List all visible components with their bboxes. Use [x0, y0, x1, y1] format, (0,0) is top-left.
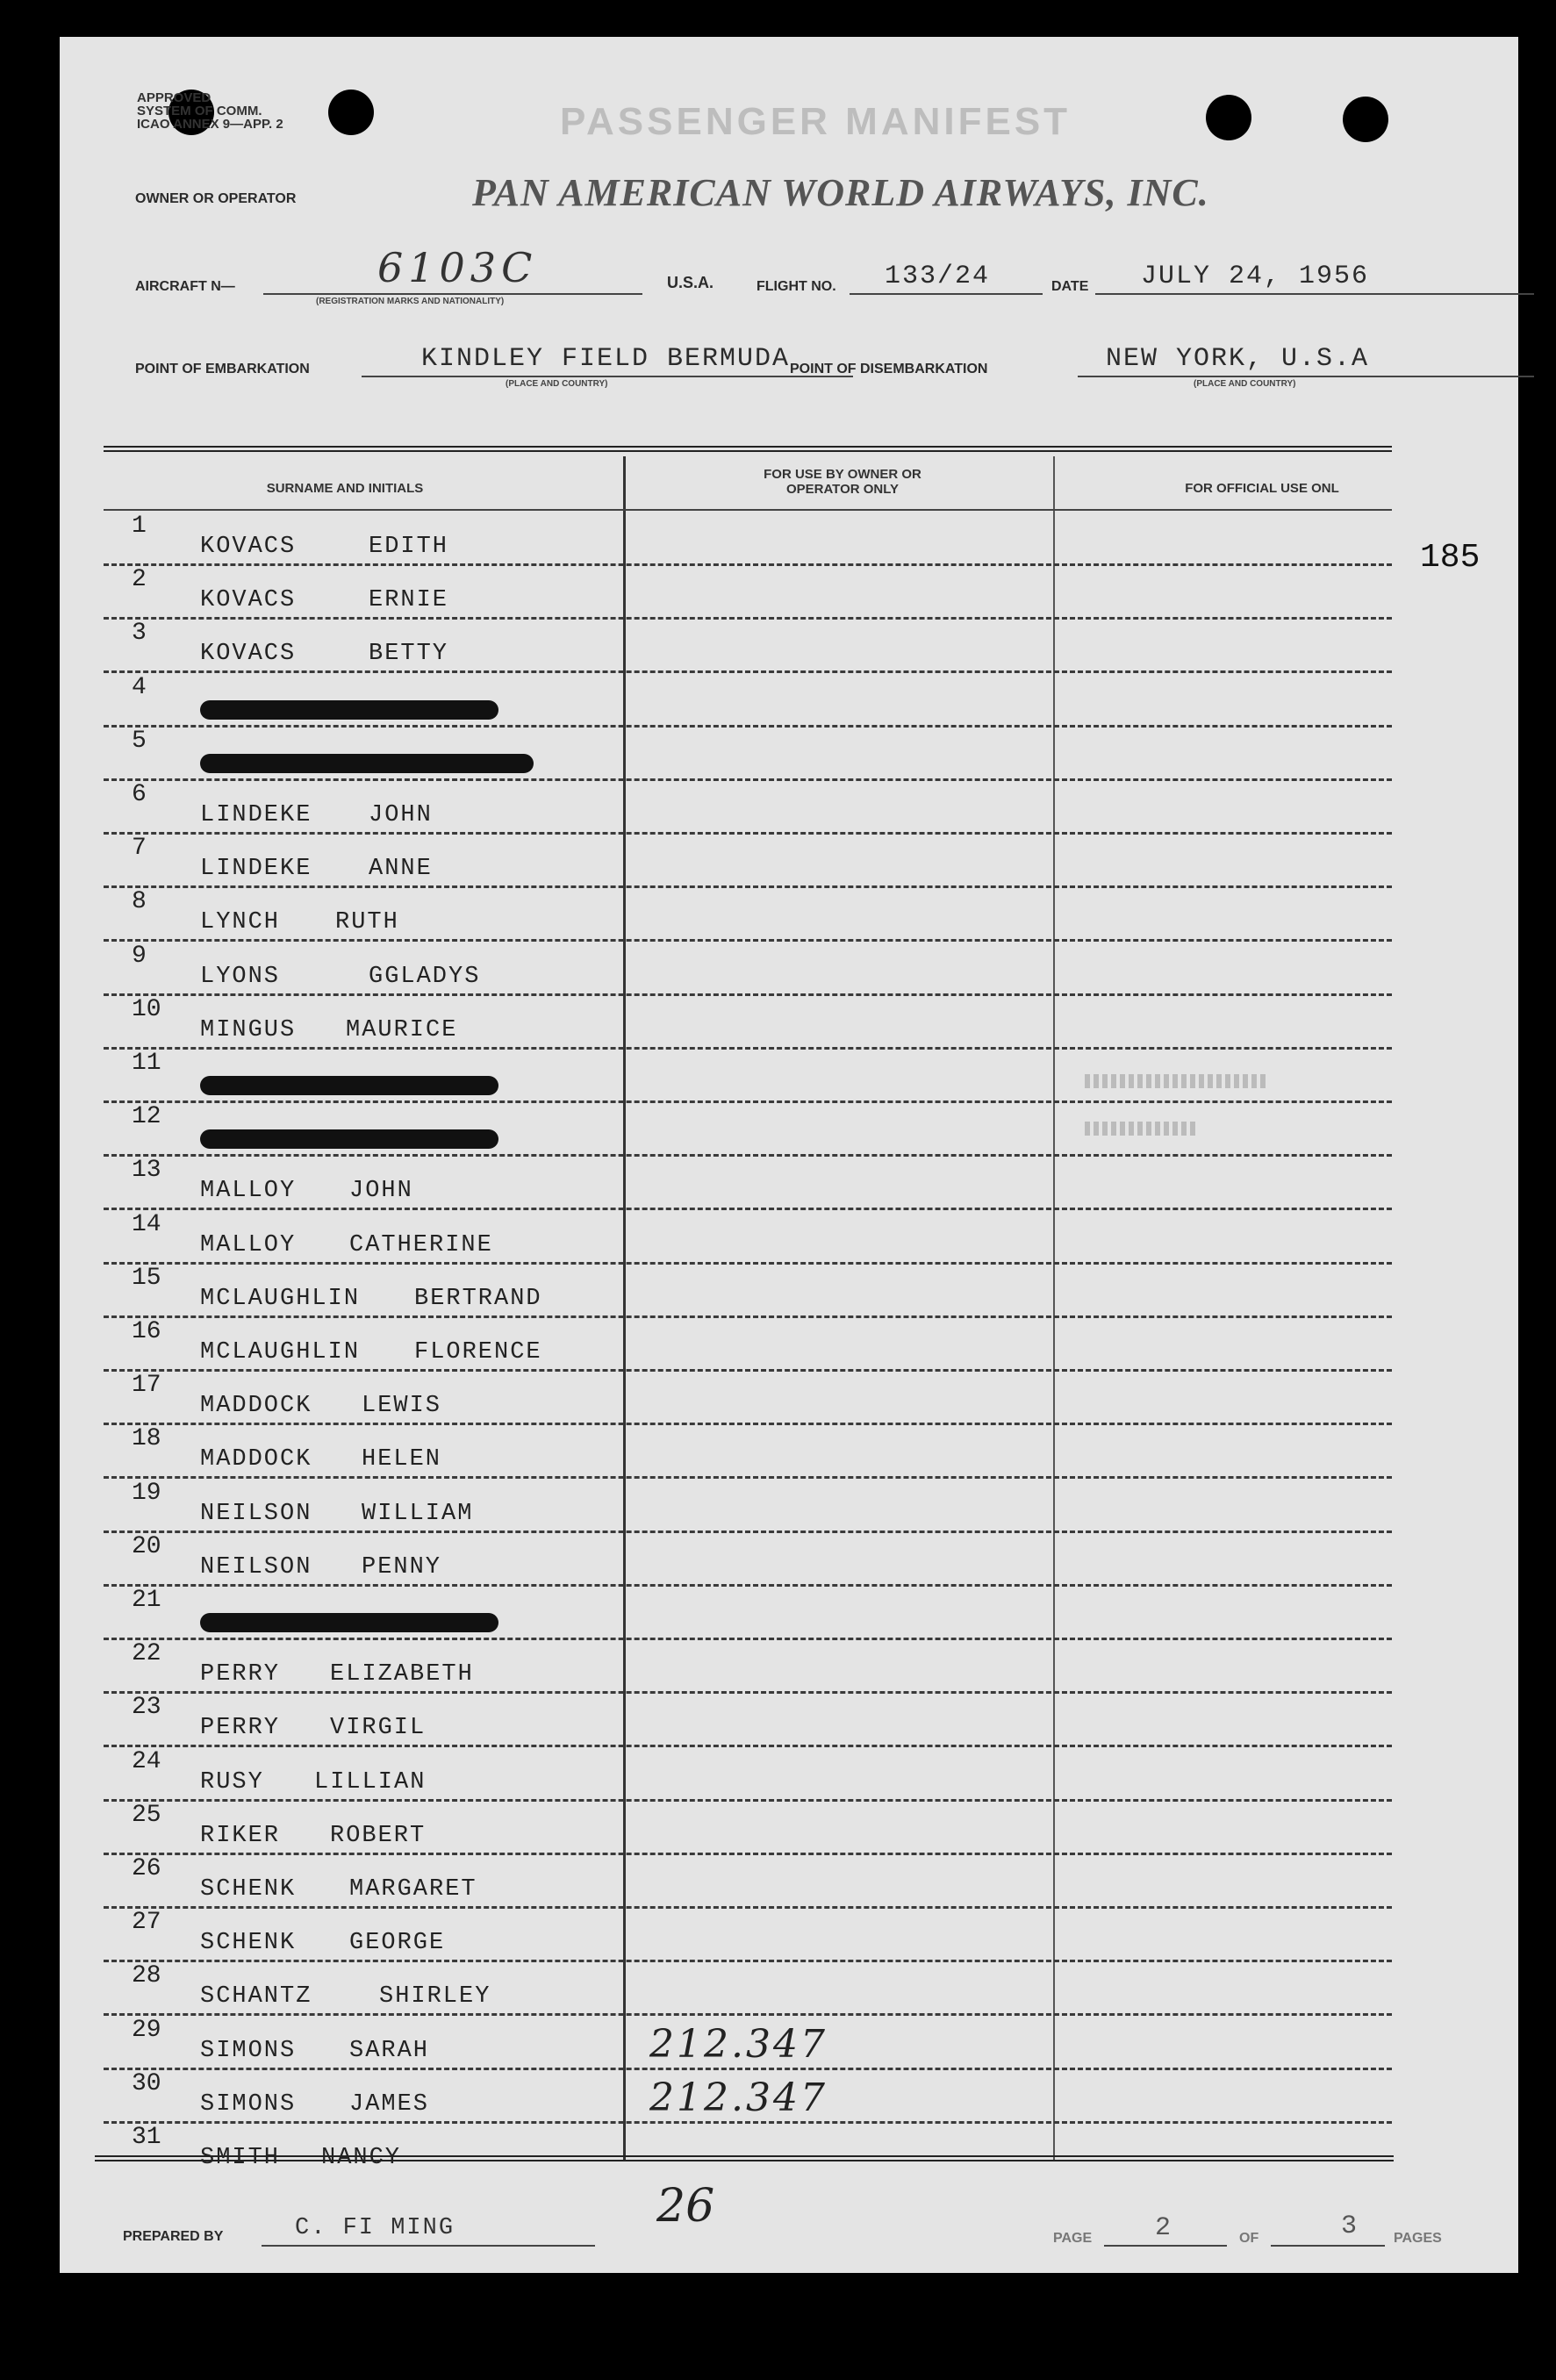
- row-number: 28: [132, 1962, 161, 1990]
- passenger-surname: RIKER: [200, 1822, 281, 1849]
- table-row: [60, 1103, 1518, 1156]
- row-number: 2: [132, 566, 147, 594]
- page-underline: [1104, 2245, 1227, 2247]
- manifest-page: [60, 37, 1518, 2273]
- disembarkation-underline: [1078, 376, 1534, 377]
- row-number: 12: [132, 1103, 161, 1131]
- table-row: [60, 1909, 1518, 1961]
- table-bottom-rule: [95, 2155, 1394, 2161]
- table-row: [60, 1962, 1518, 2015]
- aircraft-number: 6103C: [377, 244, 538, 291]
- row-number: 15: [132, 1264, 161, 1292]
- flight-underline: [850, 293, 1043, 295]
- passenger-surname: PERRY: [200, 1715, 281, 1742]
- approval-line: APPROVED: [137, 90, 212, 105]
- table-row: [60, 1157, 1518, 1209]
- table-row: [60, 1211, 1518, 1264]
- table-row: [60, 620, 1518, 672]
- row-number: 22: [132, 1640, 161, 1668]
- owner-label: OWNER OR OPERATOR: [135, 191, 297, 206]
- row-number: 19: [132, 1479, 161, 1507]
- redaction-mark: [200, 754, 534, 773]
- passenger-surname: MCLAUGHLIN: [200, 1339, 361, 1366]
- passenger-surname: NEILSON: [200, 1553, 312, 1581]
- redaction-mark: [200, 1076, 498, 1095]
- passenger-surname: KOVACS: [200, 641, 297, 668]
- passenger-first-name: VIRGIL: [330, 1715, 427, 1742]
- prepared-by-label: PREPARED BY: [123, 2229, 224, 2244]
- passenger-surname: MADDOCK: [200, 1393, 312, 1420]
- disembarkation-label: POINT OF DISEMBARKATION: [790, 362, 988, 376]
- passenger-first-name: JAMES: [349, 2090, 430, 2118]
- passenger-surname: RUSY: [200, 1768, 264, 1796]
- disembarkation-caption: (PLACE AND COUNTRY): [1194, 379, 1296, 389]
- of-underline: [1271, 2245, 1385, 2247]
- table-row: [60, 1748, 1518, 1801]
- handwritten-code: 212.347: [649, 2075, 828, 2120]
- redaction-mark: [200, 700, 498, 720]
- approval-line: ICAO ANNEX 9—APP. 2: [137, 117, 283, 132]
- row-number: 5: [132, 727, 147, 755]
- passenger-surname: MALLOY: [200, 1231, 297, 1258]
- passenger-surname: KOVACS: [200, 587, 297, 614]
- row-number: 29: [132, 2016, 161, 2044]
- table-row: [60, 674, 1518, 727]
- row-number: 18: [132, 1425, 161, 1453]
- passenger-first-name: HELEN: [362, 1446, 442, 1473]
- passenger-first-name: NANCY: [321, 2145, 402, 2171]
- handwritten-code: 212.347: [649, 2021, 828, 2067]
- table-row: [60, 1372, 1518, 1424]
- row-number: 21: [132, 1587, 161, 1614]
- row-number: 27: [132, 1909, 161, 1937]
- passenger-first-name: GGLADYS: [369, 963, 481, 990]
- surname-column-header: SURNAME AND INITIALS: [266, 481, 424, 496]
- table-row: [60, 996, 1518, 1049]
- row-number: 20: [132, 1532, 161, 1560]
- passenger-surname: MALLOY: [200, 1178, 297, 1205]
- row-number: 10: [132, 995, 161, 1023]
- passenger-first-name: SHIRLEY: [379, 1983, 491, 2011]
- passenger-first-name: JOHN: [349, 1178, 413, 1205]
- passenger-first-name: ROBERT: [330, 1822, 427, 1849]
- row-number: 30: [132, 2069, 161, 2097]
- redaction-mark: [200, 1613, 498, 1632]
- passenger-surname: PERRY: [200, 1661, 281, 1688]
- passenger-surname: LINDEKE: [200, 856, 312, 883]
- table-row: [60, 1694, 1518, 1746]
- passenger-total: 26: [656, 2180, 715, 2233]
- row-number: 31: [132, 2124, 161, 2151]
- prepared-by-name: C. FI MING: [295, 2215, 455, 2241]
- nationality: U.S.A.: [667, 274, 714, 291]
- page-count: 3: [1341, 2212, 1358, 2241]
- aircraft-label: AIRCRAFT N—: [135, 279, 235, 294]
- passenger-surname: SIMONS: [200, 2090, 297, 2118]
- embarkation-caption: (PLACE AND COUNTRY): [506, 379, 608, 389]
- passenger-first-name: ANNE: [369, 856, 433, 883]
- passenger-surname: MCLAUGHLIN: [200, 1285, 361, 1312]
- row-number: 8: [132, 888, 147, 916]
- embarkation-label: POINT OF EMBARKATION: [135, 362, 310, 376]
- passenger-first-name: GEORGE: [349, 1930, 446, 1957]
- page-label: PAGE: [1053, 2231, 1093, 2246]
- table-row: [60, 781, 1518, 834]
- passenger-first-name: WILLIAM: [362, 1500, 474, 1527]
- of-label: OF: [1239, 2231, 1259, 2246]
- table-row: [60, 943, 1518, 995]
- embarkation-point: KINDLEY FIELD BERMUDA: [421, 344, 791, 374]
- table-row: [60, 1318, 1518, 1371]
- table-row: [60, 1265, 1518, 1317]
- passenger-first-name: ERNIE: [369, 587, 449, 614]
- passenger-first-name: BETTY: [369, 641, 449, 668]
- table-top-rule: [104, 446, 1392, 452]
- passenger-surname: SCHENK: [200, 1876, 297, 1903]
- flight-label: FLIGHT NO.: [756, 279, 836, 294]
- table-row: [60, 513, 1518, 565]
- row-number: 25: [132, 1801, 161, 1829]
- row-number: 17: [132, 1372, 161, 1400]
- passenger-surname: NEILSON: [200, 1500, 312, 1527]
- passenger-first-name: LILLIAN: [314, 1768, 427, 1796]
- faded-stamp: [1085, 1074, 1269, 1088]
- row-number: 6: [132, 781, 147, 808]
- table-row: [60, 2017, 1518, 2069]
- table-row: [60, 1533, 1518, 1586]
- passenger-surname: SCHANTZ: [200, 1983, 312, 2011]
- passenger-first-name: ELIZABETH: [330, 1661, 474, 1688]
- passenger-first-name: SARAH: [349, 2037, 430, 2064]
- passenger-first-name: PENNY: [362, 1553, 442, 1581]
- table-row: [60, 1480, 1518, 1532]
- passenger-first-name: RUTH: [335, 909, 399, 936]
- row-number: 16: [132, 1318, 161, 1345]
- date-underline: [1095, 293, 1534, 295]
- table-row: [60, 728, 1518, 780]
- table-row: [60, 1802, 1518, 1854]
- table-row: [60, 1855, 1518, 1908]
- row-number: 14: [132, 1210, 161, 1238]
- passenger-surname: LYONS: [200, 963, 281, 990]
- header-underline: [104, 509, 1392, 511]
- pages-label: PAGES: [1394, 2231, 1442, 2246]
- owner-column-header: FOR USE BY OWNER OR OPERATOR ONLY: [764, 467, 921, 497]
- table-row: [60, 1050, 1518, 1102]
- side-count: 185: [1420, 539, 1481, 577]
- table-row: [60, 888, 1518, 941]
- row-number: 4: [132, 673, 147, 701]
- flight-date: JULY 24, 1956: [1141, 262, 1370, 291]
- table-row: [60, 2070, 1518, 2123]
- passenger-surname: SMITH: [200, 2145, 281, 2171]
- passenger-surname: MINGUS: [200, 1016, 297, 1043]
- passenger-first-name: MAURICE: [346, 1016, 458, 1043]
- official-column-header: FOR OFFICIAL USE ONL: [1185, 481, 1339, 496]
- row-number: 11: [132, 1050, 161, 1077]
- row-number: 3: [132, 620, 147, 648]
- page-number: 2: [1155, 2213, 1172, 2243]
- passenger-surname: SCHENK: [200, 1930, 297, 1957]
- table-row: [60, 1640, 1518, 1693]
- row-number: 23: [132, 1694, 161, 1722]
- redaction-mark: [200, 1129, 498, 1149]
- passenger-first-name: MARGARET: [349, 1876, 477, 1903]
- row-number: 13: [132, 1157, 161, 1185]
- table-row: [60, 566, 1518, 619]
- passenger-surname: LINDEKE: [200, 802, 312, 828]
- passenger-first-name: BERTRAND: [414, 1285, 542, 1312]
- aircraft-caption: (REGISTRATION MARKS AND NATIONALITY): [316, 297, 505, 306]
- disembarkation-point: NEW YORK, U.S.A: [1106, 344, 1370, 374]
- document-title: PASSENGER MANIFEST: [559, 100, 1072, 143]
- passenger-first-name: CATHERINE: [349, 1231, 493, 1258]
- approval-line: SYSTEM OF COMM.: [137, 104, 262, 118]
- passenger-surname: KOVACS: [200, 534, 297, 560]
- passenger-surname: MADDOCK: [200, 1446, 312, 1473]
- prepared-by-underline: [262, 2245, 595, 2247]
- passenger-first-name: JOHN: [369, 802, 433, 828]
- row-number: 9: [132, 942, 147, 970]
- table-row: [60, 1425, 1518, 1478]
- passenger-first-name: FLORENCE: [414, 1339, 542, 1366]
- faded-stamp: [1085, 1122, 1199, 1136]
- table-row: [60, 2124, 1518, 2176]
- passenger-surname: SIMONS: [200, 2037, 297, 2064]
- aircraft-underline: [263, 293, 642, 295]
- row-number: 26: [132, 1855, 161, 1882]
- passenger-first-name: LEWIS: [362, 1393, 442, 1420]
- table-row: [60, 835, 1518, 887]
- row-number: 1: [132, 513, 147, 540]
- passenger-first-name: EDITH: [369, 534, 449, 560]
- flight-number: 133/24: [885, 262, 991, 291]
- embarkation-underline: [362, 376, 853, 377]
- owner-name: PAN AMERICAN WORLD AIRWAYS, INC.: [472, 171, 1209, 214]
- passenger-surname: LYNCH: [200, 909, 281, 936]
- row-number: 24: [132, 1747, 161, 1775]
- table-row: [60, 1587, 1518, 1639]
- row-number: 7: [132, 835, 147, 863]
- date-label: DATE: [1051, 279, 1089, 294]
